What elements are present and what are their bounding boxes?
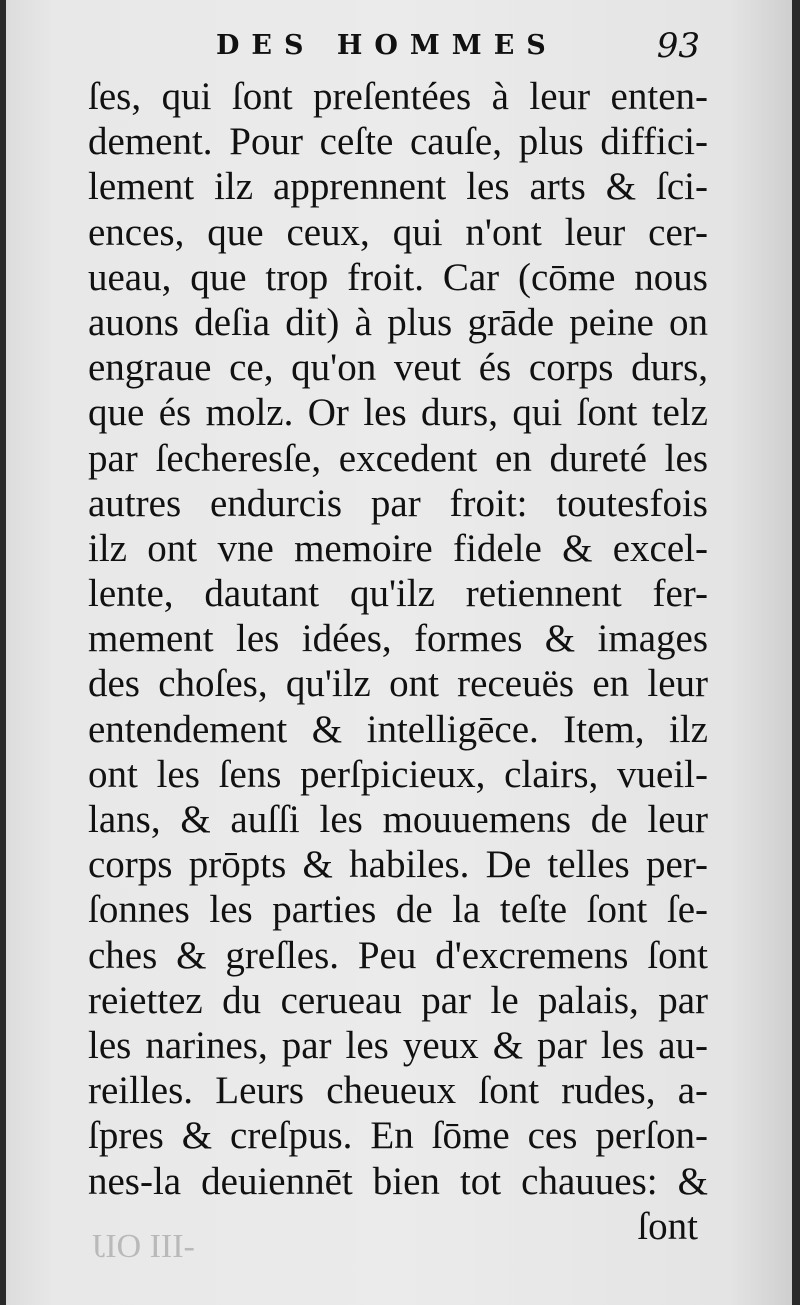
running-title: DES HOMMES (216, 30, 558, 61)
text-line: par ſecheresſe, excedent en dureté les (88, 436, 708, 480)
text-line: engraue ce, qu'on veut és corps durs, (88, 346, 708, 390)
bleed-through-text: -III OIJ (92, 1228, 195, 1265)
page-number: 93 (656, 26, 700, 66)
text-line: ſes, qui ſont preſentées à leur enten- (88, 75, 708, 118)
body-text (88, 74, 708, 1249)
text-line: lement ilz apprennent les arts & ſci- (88, 165, 708, 209)
text-line: dement. Pour ceſte cauſe, plus diffici- (88, 120, 708, 164)
text-line: reilles. Leurs cheueux ſont rudes, a- (88, 1069, 708, 1113)
text-line: ſpres & creſpus. En ſōme ces perſon- (88, 1114, 708, 1158)
text-line: autres endurcis par froit: toutesfois (88, 481, 708, 525)
running-head (6, 26, 792, 66)
text-line: ences, que ceux, qui n'ont leur cer- (88, 210, 708, 254)
text-line: que és molz. Or les durs, qui ſont telz (88, 391, 708, 435)
text-line: lente, dautant qu'ilz retiennent fer- (88, 572, 708, 616)
text-line: auons deſia dit) à plus grāde peine on (88, 300, 708, 344)
text-line: lans, & auſſi les mouuemens de leur (88, 798, 708, 841)
text-line: nes-la deuiennēt bien tot chauues: & (88, 1159, 708, 1203)
catchword: ſont (637, 1204, 698, 1248)
text-line: reiettez du cerueau par le palais, par (88, 978, 708, 1022)
text-line: ont les ſens perſpicieux, clairs, vueil- (88, 752, 708, 796)
text-line: corps prōpts & habiles. De telles per- (88, 843, 708, 887)
text-line: les narines, par les yeux & par les au- (88, 1023, 708, 1067)
text-line: ches & greſles. Peu d'excremens ſont (88, 933, 708, 977)
text-line: ueau, que trop froit. Car (cōme nous (88, 255, 708, 299)
text-line: ilz ont vne memoire fidele & excel- (88, 526, 708, 570)
text-line: des choſes, qu'ilz ont receuës en leur (88, 662, 708, 706)
text-line: mement les idées, formes & images (88, 617, 708, 661)
text-line: ſonnes les parties de la teſte ſont ſe- (88, 888, 708, 932)
text-line: entendement & intelligēce. Item, ilz (88, 707, 708, 751)
book-page (6, 0, 792, 1305)
